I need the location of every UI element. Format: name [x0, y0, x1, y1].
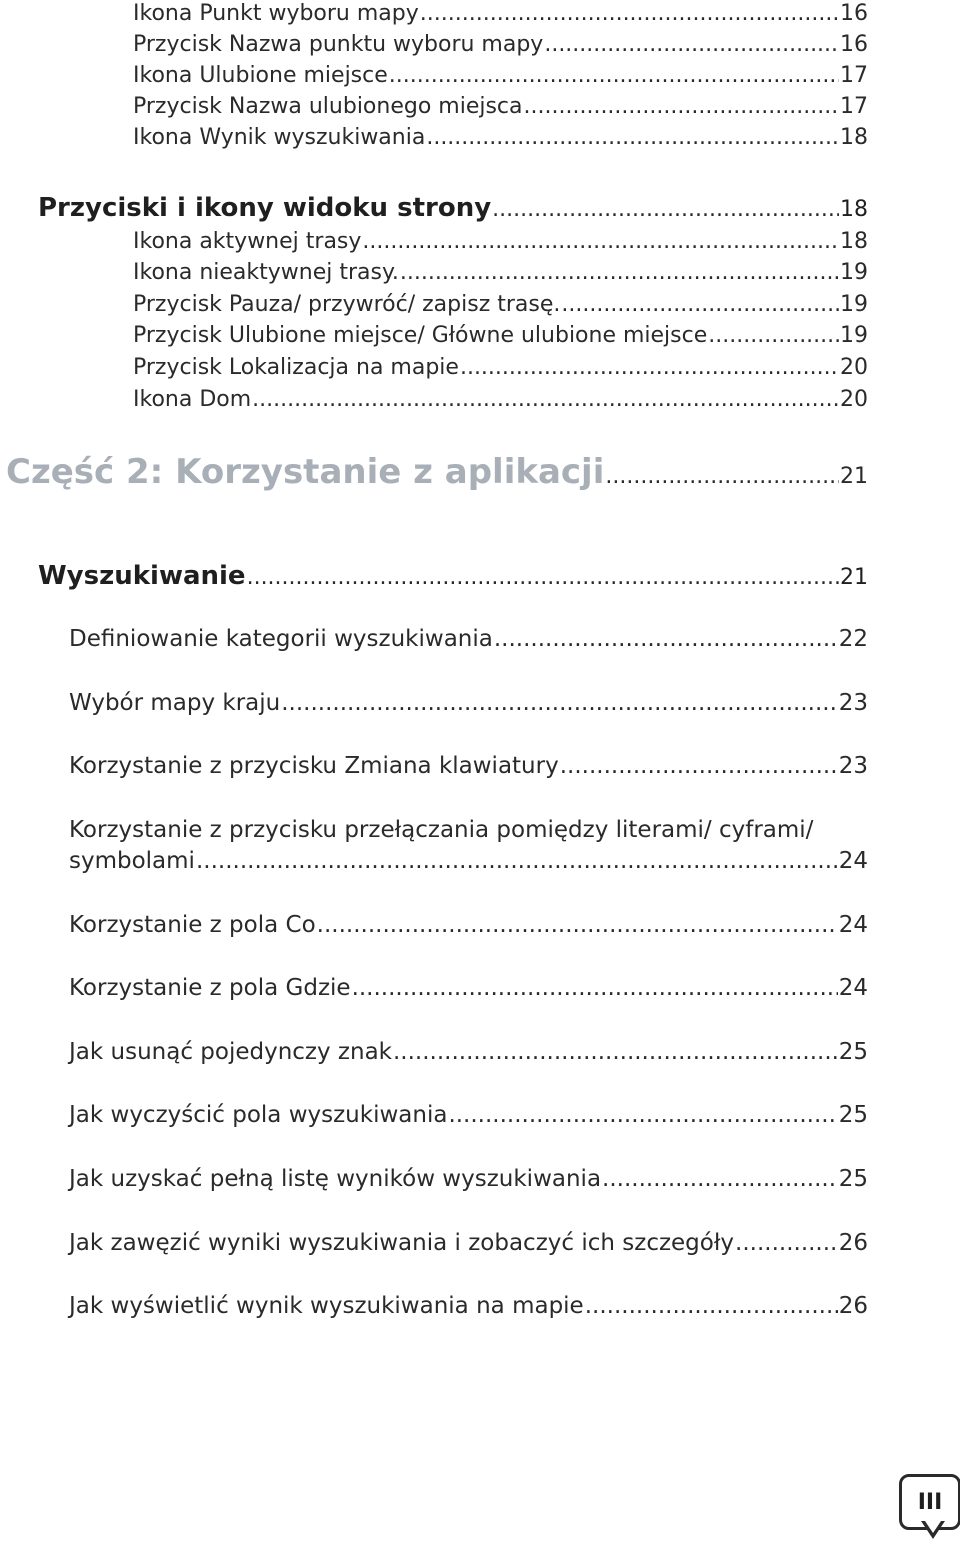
toc-entry[interactable] — [69, 1104, 868, 1127]
toc-entry-page: 25 — [838, 1102, 868, 1128]
toc-leader-dots — [544, 34, 839, 56]
toc-section-page: 21 — [840, 565, 868, 590]
toc-leader-dots — [585, 1295, 838, 1318]
toc-entry-page: 25 — [838, 1039, 868, 1065]
toc-entry[interactable] — [133, 294, 868, 316]
page-number-badge-tail-inner — [925, 1521, 941, 1533]
toc-leader-dots — [420, 3, 839, 25]
toc-entry-page: 18 — [840, 229, 868, 254]
toc-entry-page: 19 — [840, 260, 868, 285]
toc-leader-dots — [252, 389, 839, 411]
toc-entry[interactable] — [133, 65, 868, 87]
toc-entry-title: Przycisk Nazwa ulubionego miejsca — [133, 94, 523, 119]
toc-leader-dots — [602, 1168, 838, 1191]
toc-entry[interactable] — [69, 628, 868, 651]
toc-entry-page: 16 — [840, 32, 868, 57]
toc-entry-page: 25 — [838, 1166, 868, 1192]
toc-entry-title: Jak uzyskać pełną listę wyników wyszukiwania — [69, 1166, 602, 1192]
toc-entry-title: Korzystanie z pola Gdzie — [69, 975, 351, 1001]
toc-entry[interactable] — [133, 231, 868, 253]
toc-entry-title: Przycisk Lokalizacja na mapie — [133, 355, 459, 380]
toc-entry[interactable] — [133, 96, 868, 118]
toc-leader-dots — [708, 325, 839, 347]
toc-part-heading[interactable] — [6, 452, 868, 492]
toc-entry-title: Korzystanie z pola Co — [69, 912, 316, 938]
page-number-badge: III — [899, 1474, 960, 1530]
toc-entry-page: 24 — [838, 848, 868, 874]
toc-leader-dots — [605, 466, 839, 488]
toc-leader-dots — [352, 977, 838, 1000]
toc-entry-title: Wybór mapy kraju — [69, 690, 281, 716]
toc-leader-dots — [561, 294, 839, 316]
toc-entry-title: Ikona Dom — [133, 387, 252, 412]
toc-leader-dots — [400, 262, 839, 284]
toc-leader-dots — [494, 628, 838, 651]
toc-entry-title: Ikona Wynik wyszukiwania — [133, 125, 426, 150]
toc-entry[interactable] — [133, 357, 868, 379]
toc-section-heading[interactable] — [38, 563, 868, 589]
toc-entry-page: 26 — [838, 1293, 868, 1319]
toc-entry-page: 20 — [840, 355, 868, 380]
toc-entry[interactable] — [69, 1232, 868, 1255]
toc-entry[interactable] — [69, 755, 868, 778]
toc-entry-page: 19 — [840, 323, 868, 348]
toc-section-page: 18 — [840, 197, 868, 222]
toc-entry-page: 23 — [838, 690, 868, 716]
toc-entry-title: Jak wyczyścić pola wyszukiwania — [69, 1102, 448, 1128]
toc-leader-dots — [362, 231, 839, 253]
toc-leader-dots — [560, 755, 838, 778]
toc-entry-title-line1[interactable]: Korzystanie z przycisku przełączania pomiędzy literami/ cyframi/ — [69, 817, 814, 843]
toc-entry[interactable] — [133, 389, 868, 411]
toc-leader-dots — [393, 1041, 838, 1064]
toc-entry-page: 22 — [838, 626, 868, 652]
toc-entry-title: Ikona Punkt wyboru mapy — [133, 1, 419, 26]
toc-entry-title: Jak wyświetlić wynik wyszukiwania na mapie — [69, 1293, 584, 1319]
toc-entry-page: 17 — [840, 94, 868, 119]
toc-leader-dots — [426, 127, 839, 149]
toc-entry[interactable] — [69, 1295, 868, 1318]
toc-part-page: 21 — [840, 464, 868, 489]
toc-entry-page: 20 — [840, 387, 868, 412]
toc-section-title: Wyszukiwanie — [38, 561, 246, 591]
toc-entry[interactable] — [133, 262, 868, 284]
toc-entry-page: 19 — [840, 292, 868, 317]
toc-entry[interactable] — [133, 127, 868, 149]
toc-leader-dots — [460, 357, 839, 379]
toc-entry-page: 16 — [840, 1, 868, 26]
toc-entry-title: Przycisk Pauza/ przywróć/ zapisz trasę. — [133, 292, 561, 317]
toc-entry-page: 18 — [840, 125, 868, 150]
toc-entry-title: Przycisk Nazwa punktu wyboru mapy — [133, 32, 544, 57]
toc-section-title: Przyciski i ikony widoku strony — [38, 193, 492, 223]
toc-entry-title: Jak usunąć pojedynczy znak — [69, 1039, 392, 1065]
toc-part-title: Część 2: Korzystanie z aplikacji — [6, 452, 605, 492]
toc-leader-dots — [448, 1104, 837, 1127]
toc-section-heading[interactable] — [38, 195, 868, 221]
toc-leader-dots — [735, 1232, 838, 1255]
toc-entry-page: 24 — [838, 975, 868, 1001]
toc-entry-page: 23 — [838, 753, 868, 779]
toc-entry-title: Ikona nieaktywnej trasy. — [133, 260, 399, 285]
toc-entry-page: 24 — [838, 912, 868, 938]
toc-entry[interactable] — [133, 3, 868, 25]
toc-leader-dots — [524, 96, 839, 118]
toc-entry-title: Przycisk Ulubione miejsce/ Główne ulubione miejsce — [133, 323, 708, 348]
toc-entry-title: symbolami — [69, 848, 195, 874]
toc-entry-page: 17 — [840, 63, 868, 88]
toc-entry[interactable] — [69, 914, 868, 937]
toc-leader-dots — [281, 692, 837, 715]
toc-entry[interactable] — [69, 977, 868, 1000]
toc-entry-title: Definiowanie kategorii wyszukiwania — [69, 626, 493, 652]
toc-entry[interactable] — [69, 850, 868, 873]
toc-entry[interactable] — [69, 1168, 868, 1191]
toc-leader-dots — [317, 914, 838, 937]
toc-leader-dots — [492, 199, 839, 221]
toc-entry-title: Korzystanie z przycisku Zmiana klawiatury — [69, 753, 559, 779]
toc-entry[interactable] — [69, 692, 868, 715]
toc-entry[interactable] — [69, 1041, 868, 1064]
toc-leader-dots — [247, 567, 839, 589]
toc-leader-dots — [389, 65, 839, 87]
toc-entry-title: Jak zawęzić wyniki wyszukiwania i zobaczyć ich szczegóły — [69, 1230, 735, 1256]
toc-entry-title: Ikona aktywnej trasy — [133, 229, 362, 254]
toc-entry[interactable] — [133, 34, 868, 56]
toc-entry-title: Ikona Ulubione miejsce — [133, 63, 388, 88]
toc-entry[interactable] — [133, 325, 868, 347]
toc-entry-page: 26 — [838, 1230, 868, 1256]
toc-leader-dots — [196, 850, 838, 873]
